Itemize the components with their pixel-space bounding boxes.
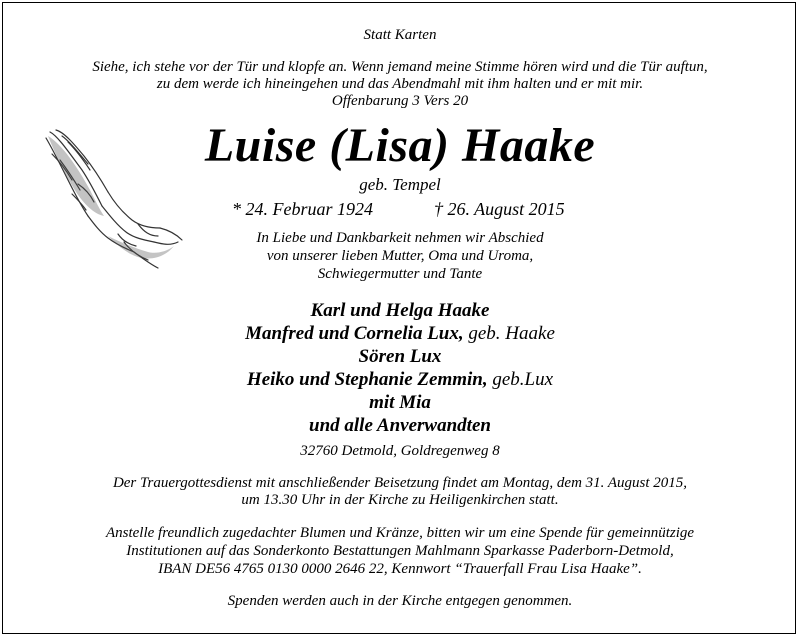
life-dates bbox=[0, 199, 800, 219]
church-note: Spenden werden auch in der Kirche entgegen genommen. bbox=[227, 593, 573, 609]
birth-name: geb. Tempel bbox=[359, 175, 441, 194]
mourner-name: Manfred und Cornelia Lux, bbox=[245, 323, 464, 344]
death-date: † 26. August 2015 bbox=[434, 199, 565, 219]
mourner-suffix: geb.Lux bbox=[487, 369, 554, 390]
mourner-name: und alle Anverwandten bbox=[309, 415, 491, 436]
mourner-line bbox=[0, 346, 800, 368]
mourner-line bbox=[0, 300, 800, 322]
donation-line-1: Anstelle freundlich zugedachter Blumen und Kränze, bitten wir um eine Spende für gemeinnützige bbox=[105, 525, 695, 541]
farewell-line-3: Schwiegermutter und Tante bbox=[317, 266, 483, 282]
address: 32760 Detmold, Goldregenweg 8 bbox=[300, 443, 500, 459]
donation-line-2: Institutionen auf das Sonderkonto Bestattungen Mahlmann Sparkasse Paderborn-Detmold, bbox=[126, 543, 674, 559]
donation-line-3: IBAN DE56 4765 0130 0000 2646 22, Kennwort “Trauerfall Frau Lisa Haake”. bbox=[158, 561, 642, 577]
verse-line-2: zu dem werde ich hineingehen und das Abendmahl mit ihm halten und er mit mir. bbox=[156, 76, 644, 92]
mourner-suffix: geb. Haake bbox=[463, 323, 555, 344]
service-line-1: Der Trauergottesdienst mit anschließender Beisetzung findet am Montag, dem 31. August 2015, bbox=[112, 475, 688, 491]
verse-reference: Offenbarung 3 Vers 20 bbox=[331, 93, 469, 109]
mourner-line bbox=[0, 369, 800, 391]
farewell-line-1: In Liebe und Dankbarkeit nehmen wir Abschied bbox=[256, 230, 544, 246]
mourner-line bbox=[0, 415, 800, 437]
birth-date: * 24. Februar 1924 bbox=[232, 199, 373, 219]
verse-line-1: Siehe, ich stehe vor der Tür und klopfe an. Wenn jemand meine Stimme hören wird und die Tür auftun, bbox=[92, 59, 708, 75]
deceased-name: Luise (Lisa) Haake bbox=[204, 119, 596, 172]
mourner-name: Sören Lux bbox=[358, 346, 442, 367]
mourner-line bbox=[0, 323, 800, 345]
mourner-line bbox=[0, 392, 800, 414]
mourner-name: mit Mia bbox=[369, 392, 431, 413]
farewell-line-2: von unserer lieben Mutter, Oma und Uroma, bbox=[266, 248, 534, 264]
service-line-2: um 13.30 Uhr in der Kirche zu Heiligenkirchen statt. bbox=[241, 492, 559, 508]
statt-karten: Statt Karten bbox=[363, 27, 437, 43]
mourner-name: Karl und Helga Haake bbox=[310, 300, 490, 321]
mourner-name: Heiko und Stephanie Zemmin, bbox=[246, 369, 488, 390]
